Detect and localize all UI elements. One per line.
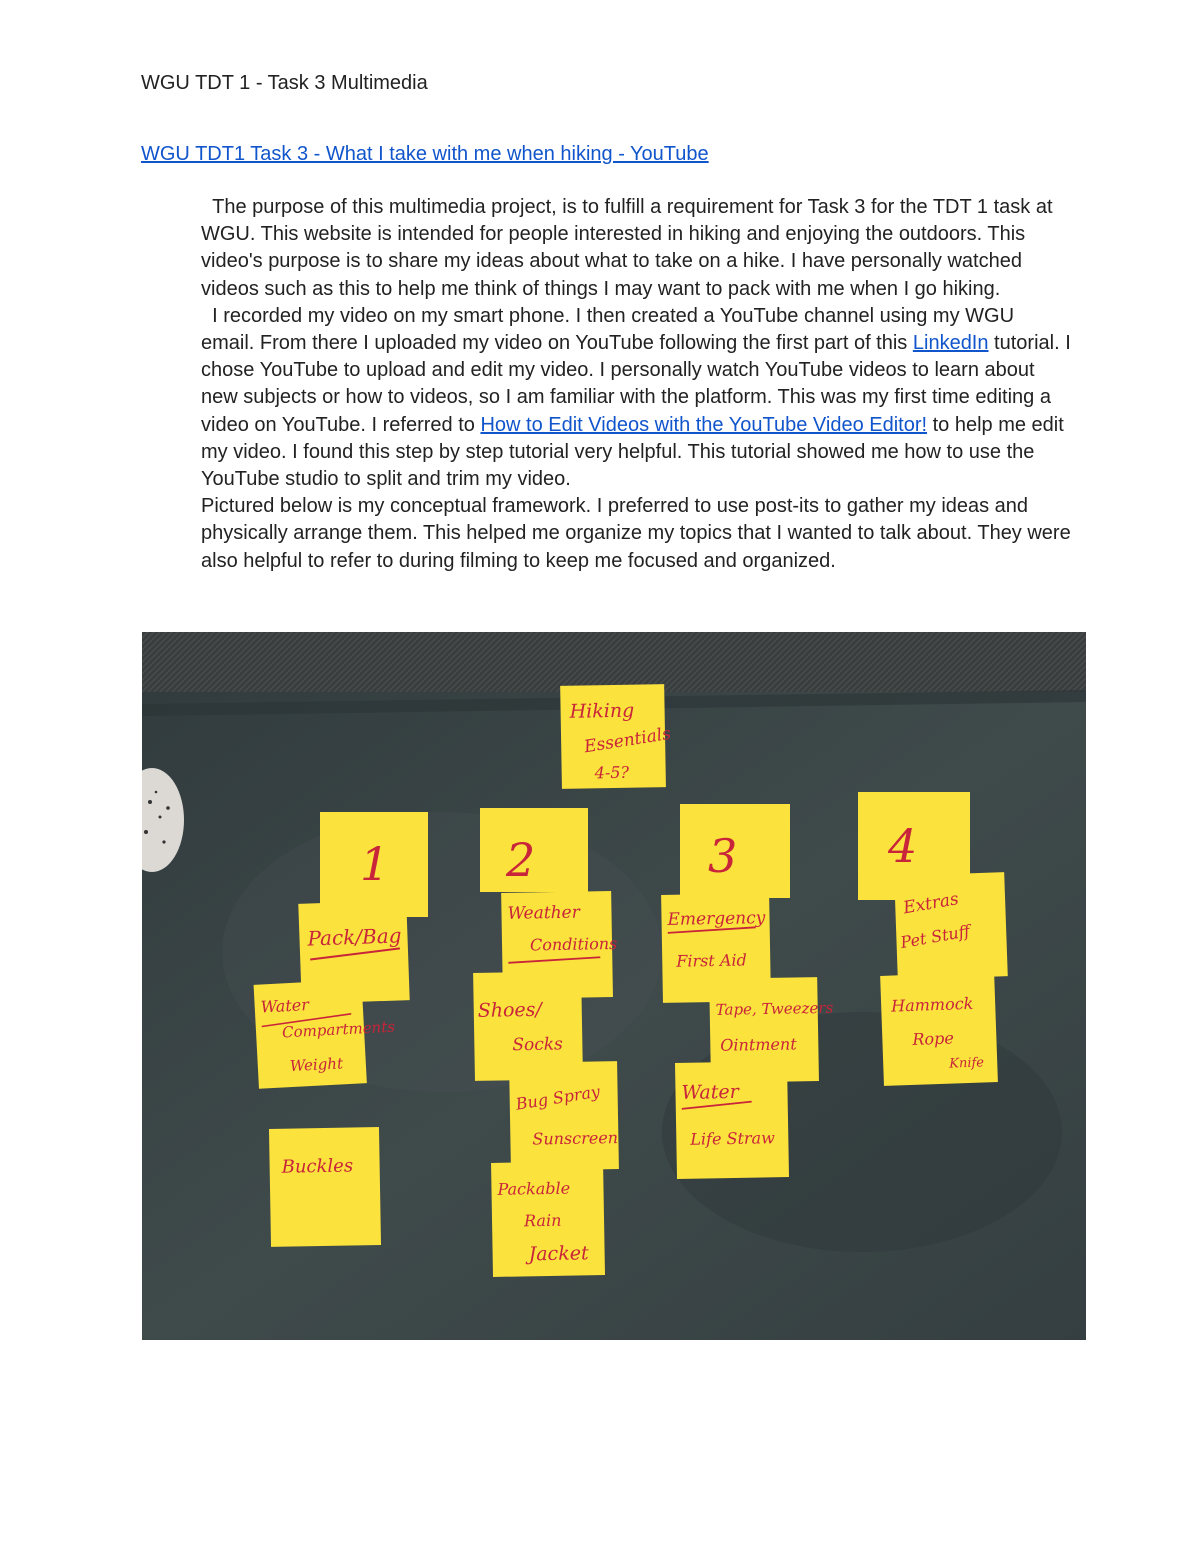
col2-number-text: 2 — [506, 833, 536, 887]
jacket-line3: Jacket — [528, 1242, 589, 1266]
youtube-editor-tutorial-link[interactable]: How to Edit Videos with the YouTube Video Editor! — [480, 413, 928, 436]
paragraph-process-text-2: tutorial. I chose YouTube to upload and edit my video. I personally watch YouTube videos to learn about new subjects or how to videos, so I am familiar with the platform. This was my first time editing a video on YouTube. I referred to — [201, 332, 1071, 436]
col1-water-line3: Weight — [289, 1054, 344, 1076]
body-text — [201, 194, 1071, 575]
paragraph-process — [201, 303, 1071, 493]
hammock-line2: Rope — [912, 1028, 955, 1049]
extras-line2: Pet Stuff — [899, 921, 972, 953]
col3-water-line1: Water — [681, 1080, 739, 1104]
pack-bag-text: Pack/Bag — [307, 923, 402, 951]
col1-number-text: 1 — [360, 837, 390, 891]
jacket-line1: Packable — [497, 1178, 571, 1199]
col3-water-line2: Life Straw — [690, 1128, 775, 1149]
youtube-video-link[interactable]: WGU TDT1 Task 3 - What I take with me when hiking - YouTube — [141, 143, 709, 165]
paragraph-process-text-1: I recorded my video on my smart phone. I then created a YouTube channel using my WGU email. From there I uploaded my video on YouTube following the first part of this — [201, 304, 1015, 355]
paragraph-process-text-3: to help me edit my video. I found this step by step tutorial very helpful. This tutorial showed me how to use the YouTube studio to split and trim my video. — [201, 413, 1064, 491]
note-hammock-rope-knife — [880, 972, 998, 1086]
emergency-line1: Emergency — [667, 908, 766, 930]
extras-line1: Extras — [901, 889, 961, 919]
col1-water-line2: Compartments — [281, 1017, 396, 1042]
note-col2-number — [480, 808, 588, 892]
hammock-line3: Knife — [949, 1055, 985, 1072]
bugspray-line1: Bug Spray — [514, 1081, 602, 1114]
bugspray-line2: Sunscreen — [532, 1128, 619, 1149]
col1-water-line1: Water — [260, 995, 310, 1017]
tape-line2: Ointment — [720, 1034, 797, 1055]
note-water-lifestraw — [675, 1061, 789, 1179]
note-header-line2: Essentials — [582, 723, 673, 758]
tape-line1: Tape, Tweezers — [715, 998, 834, 1019]
emergency-line2: First Aid — [676, 950, 747, 971]
paragraph-purpose — [201, 194, 1071, 303]
hammock-line1: Hammock — [890, 993, 974, 1016]
jacket-line2: Rain — [523, 1210, 562, 1231]
linkedin-tutorial-link[interactable]: LinkedIn — [912, 332, 989, 355]
note-rain-jacket — [491, 1161, 605, 1277]
note-header-line1: Hiking — [569, 699, 635, 723]
buckles-text: Buckles — [281, 1155, 354, 1178]
document-title: WGU TDT 1 - Task 3 Multimedia — [141, 72, 428, 94]
note-bugspray-sunscreen — [509, 1061, 619, 1171]
col4-number-text: 4 — [888, 819, 918, 873]
weather-line2: Conditions — [529, 933, 618, 955]
paragraph-purpose-text: The purpose of this multimedia project, is to fulfill a requirement for Task 3 for the TDT 1 task at WGU. This website is intended for people interested in hiking and enjoying the outdoors. This video's purpose is to share my ideas about what to take on a hike. I have personally watched videos such as this to help me think of things I may want to pack with me when I go hiking. — [201, 196, 1053, 300]
col3-number-text: 3 — [708, 829, 738, 883]
shoes-line1: Shoes/ — [477, 998, 543, 1022]
shoes-line2: Socks — [512, 1034, 563, 1056]
note-col3-number — [680, 804, 790, 898]
note-extras-petstuff — [894, 872, 1008, 980]
conceptual-framework-photo — [142, 632, 1086, 1340]
note-col1-number — [320, 812, 428, 917]
weather-line1: Weather — [507, 902, 580, 924]
note-header-line3: 4-5? — [594, 762, 630, 783]
note-buckles — [269, 1127, 381, 1247]
paragraph-framework: Pictured below is my conceptual framework. I preferred to use post-its to gather my ideas and physically arrange them. This helped me organize my topics that I wanted to talk about. They were also helpful to refer to during filming to keep me focused and organized. — [201, 495, 1071, 572]
note-hiking-essentials — [560, 684, 673, 789]
